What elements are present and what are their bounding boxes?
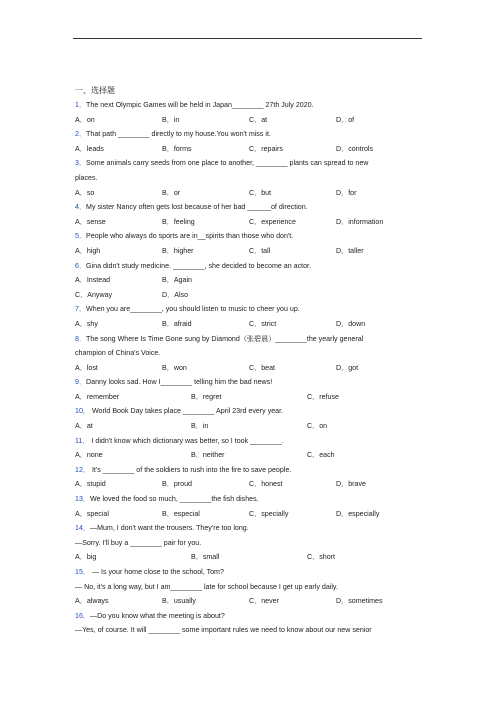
answer-option[interactable]: D．of — [336, 115, 355, 124]
options-row — [75, 142, 420, 157]
answer-option[interactable]: B．regret — [191, 392, 222, 401]
question-stem — [75, 98, 420, 113]
answer-option[interactable]: A．leads — [75, 144, 104, 153]
answer-option[interactable]: A．remember — [75, 392, 120, 401]
question-stem — [75, 434, 420, 449]
question-text: Some animals carry seeds from one place to another, ________ plants can spread to new — [86, 159, 369, 168]
question-text: — No, it's a long way, but I am________ late for school because I get up early daily. — [75, 582, 338, 591]
question-text: The song Where Is Time Gone sung by Diamond（张碧晨）________the yearly general — [86, 334, 364, 343]
question-text: I didn't know which dictionary was better, so I took ________. — [89, 436, 284, 445]
answer-option[interactable]: A．stupid — [75, 480, 106, 489]
question-text: places. — [75, 173, 98, 182]
question-number: 10． — [75, 407, 90, 416]
question-number: 5． — [75, 232, 87, 241]
answer-option[interactable]: A．always — [75, 597, 109, 606]
answer-option[interactable]: B．in — [162, 115, 180, 124]
question-stem — [75, 229, 420, 244]
answer-option[interactable]: A．Instead — [75, 276, 111, 285]
answer-option[interactable]: C．beat — [249, 363, 276, 372]
question-stem-continued — [75, 171, 420, 186]
question-stem — [75, 302, 420, 317]
question-text: That path ________ directly to my house.You won't miss it. — [86, 130, 271, 139]
question-stem — [75, 609, 420, 624]
answer-option[interactable]: B．usually — [162, 597, 196, 606]
answer-option[interactable]: C．tall — [249, 246, 271, 255]
question-list — [75, 98, 420, 638]
answer-option[interactable]: A．shy — [75, 319, 98, 328]
question-stem-continued — [75, 580, 420, 595]
question-text: champion of China's Voice. — [75, 349, 161, 358]
options-row — [75, 273, 420, 288]
answer-option[interactable]: B．in — [191, 422, 209, 431]
header-rule — [73, 38, 422, 39]
answer-option[interactable]: A．on — [75, 115, 95, 124]
answer-option[interactable]: B．Again — [162, 276, 192, 285]
question-number: 9． — [75, 378, 87, 387]
question-text: —Sorry. I'll buy a ________ pair for you. — [75, 538, 202, 547]
question-text: —Do you know what the meeting is about? — [89, 611, 225, 620]
options-row — [75, 288, 420, 303]
answer-option[interactable]: D．controls — [336, 144, 374, 153]
answer-option[interactable]: D．Also — [162, 290, 189, 299]
question-text: My sister Nancy often gets lost because of her bad ______of direction. — [86, 203, 308, 212]
answer-option[interactable]: D．information — [336, 217, 384, 226]
question-stem-continued — [75, 623, 420, 638]
question-text: When you are________, you should listen to music to cheer you up. — [86, 305, 300, 314]
options-row — [75, 215, 420, 230]
question-text: Gina didn't study medicine. ________, she decided to become an actor. — [86, 261, 312, 270]
question-stem — [75, 332, 420, 347]
question-text: —Mum, I don't want the trousers. They're too long. — [89, 524, 249, 533]
question-text: — Is your home close to the school, Tom? — [89, 568, 224, 576]
question-text: The next Olympic Games will be held in Japan________ 27th July 2020. — [86, 101, 314, 109]
question-number: 14． — [75, 524, 90, 533]
question-stem-continued — [75, 346, 420, 361]
answer-option[interactable]: C．refuse — [307, 392, 339, 401]
answer-option[interactable]: C．at — [249, 115, 268, 124]
answer-option[interactable]: C．specially — [249, 509, 289, 518]
exam-content — [75, 84, 420, 638]
options-row — [75, 594, 420, 609]
question-stem — [75, 156, 420, 171]
question-number: 2． — [75, 130, 87, 139]
question-number: 11． — [75, 436, 90, 445]
answer-option[interactable]: C．experience — [249, 217, 296, 226]
question-number: 16． — [75, 611, 90, 620]
answer-option[interactable]: B．higher — [162, 246, 194, 255]
question-stem — [75, 127, 420, 142]
answer-option[interactable]: D．down — [336, 319, 366, 328]
answer-option[interactable]: A．so — [75, 188, 95, 197]
question-number: 7． — [75, 305, 87, 314]
question-number: 4． — [75, 203, 87, 212]
answer-option[interactable]: A．none — [75, 451, 103, 460]
question-number: 1． — [75, 101, 87, 109]
answer-option[interactable]: C．short — [307, 553, 335, 562]
answer-option[interactable]: C．never — [249, 597, 279, 606]
question-stem — [75, 565, 420, 580]
options-row — [75, 477, 420, 492]
answer-option[interactable]: B．forms — [162, 144, 192, 153]
question-stem — [75, 463, 420, 478]
options-row — [75, 244, 420, 259]
answer-option[interactable]: B．small — [191, 553, 220, 562]
answer-option[interactable]: B．proud — [162, 480, 192, 489]
answer-option[interactable]: C．on — [307, 422, 328, 431]
answer-option[interactable]: D．brave — [336, 480, 366, 489]
question-number: 3． — [75, 159, 87, 168]
options-row — [75, 186, 420, 201]
answer-option[interactable]: B．afraid — [162, 319, 192, 328]
answer-option[interactable]: B．or — [162, 188, 181, 197]
answer-option[interactable]: C．each — [307, 451, 335, 460]
answer-option[interactable]: C．but — [249, 188, 272, 197]
question-stem — [75, 521, 420, 536]
answer-option[interactable]: C．strict — [249, 319, 277, 328]
options-row — [75, 390, 420, 405]
answer-option[interactable]: C．repairs — [249, 144, 283, 153]
question-stem — [75, 404, 420, 419]
options-row — [75, 113, 420, 128]
question-stem — [75, 259, 420, 274]
answer-option[interactable]: B．neither — [191, 451, 225, 460]
answer-option[interactable]: D．got — [336, 363, 359, 372]
options-row — [75, 361, 420, 376]
question-number: 12． — [75, 465, 90, 474]
answer-option[interactable]: B．won — [162, 363, 187, 372]
answer-option[interactable]: C．honest — [249, 480, 283, 489]
answer-option[interactable]: B．feeling — [162, 217, 195, 226]
options-row — [75, 550, 420, 565]
answer-option[interactable]: C．Anyway — [75, 290, 113, 299]
options-row — [75, 507, 420, 522]
answer-option[interactable]: D．taller — [336, 246, 364, 255]
answer-option[interactable]: D．sometimes — [336, 597, 383, 606]
question-stem — [75, 200, 420, 215]
question-number: 6． — [75, 261, 87, 270]
answer-option[interactable]: D．especially — [336, 509, 380, 518]
options-row — [75, 317, 420, 332]
question-text: Danny looks sad. How I________ telling him the bad news! — [86, 378, 273, 387]
answer-option[interactable]: A．at — [75, 422, 93, 431]
answer-option[interactable]: A．lost — [75, 363, 98, 372]
question-stem-continued — [75, 536, 420, 551]
question-text: It's ________ of the soldiers to rush into the fire to save people. — [89, 465, 292, 474]
answer-option[interactable]: A．special — [75, 509, 109, 518]
question-text: World Book Day takes place ________ April 23rd every year. — [89, 407, 284, 416]
answer-option[interactable]: A．sense — [75, 217, 106, 226]
options-row — [75, 448, 420, 463]
answer-option[interactable]: A．high — [75, 246, 101, 255]
options-row — [75, 419, 420, 434]
question-stem — [75, 375, 420, 390]
section-title: 一、选择题 — [75, 86, 115, 95]
question-number: 8． — [75, 334, 87, 343]
question-text: —Yes, of course. It will ________ some important rules we need to know about our new senior — [75, 626, 372, 635]
answer-option[interactable]: D．for — [336, 188, 357, 197]
answer-option[interactable]: A．big — [75, 553, 97, 562]
question-number: 15． — [75, 568, 90, 576]
answer-option[interactable]: B．especial — [162, 509, 200, 518]
question-text: We loved the food so much, ________the fish dishes. — [89, 495, 259, 504]
question-number: 13． — [75, 495, 90, 504]
question-text: People who always do sports are in__spirits than those who don't. — [86, 232, 294, 241]
question-stem — [75, 492, 420, 507]
